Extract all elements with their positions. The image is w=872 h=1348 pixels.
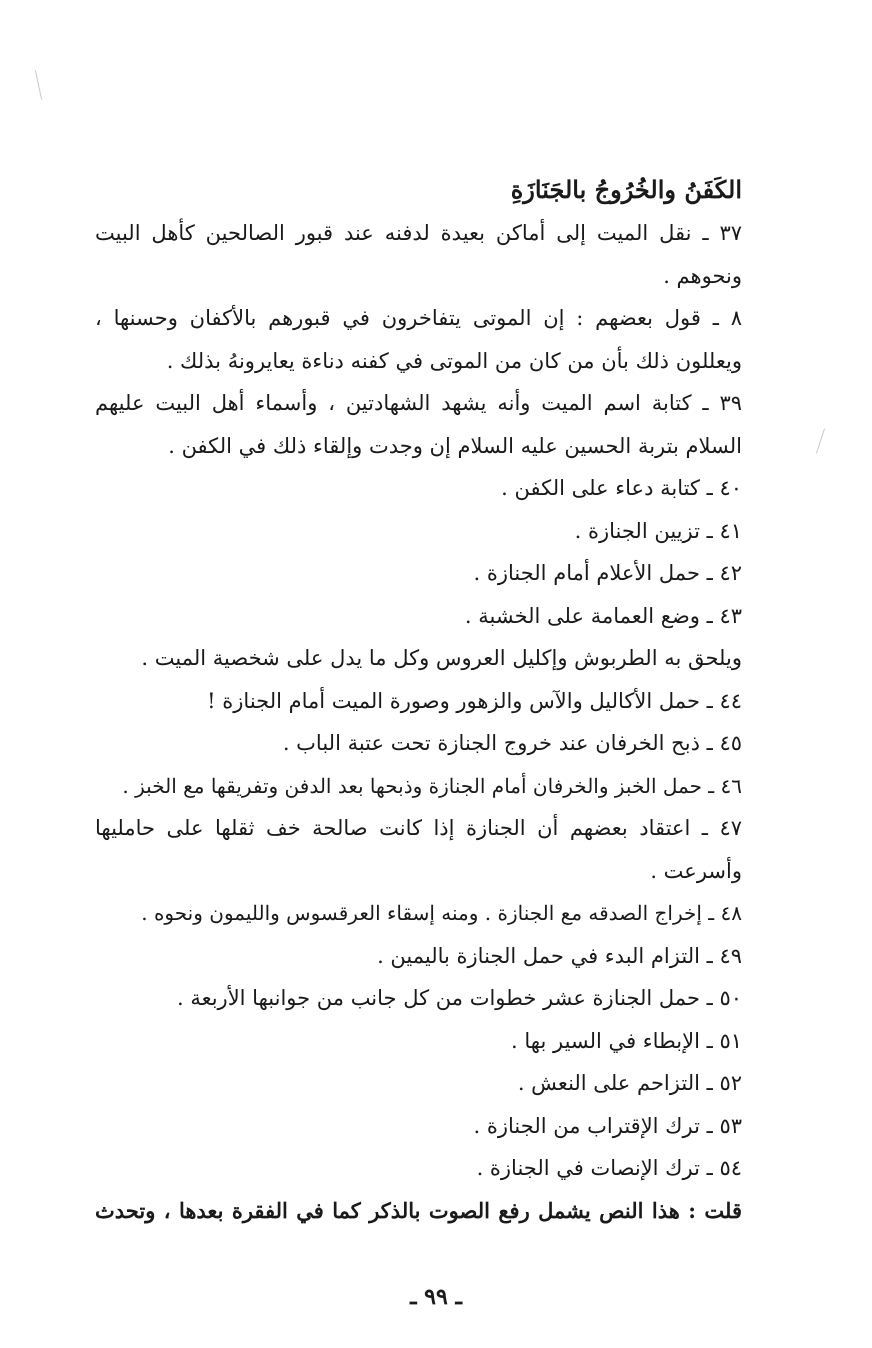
text-line: ٥١ ـ الإبطاء في السير بها . [511, 1028, 742, 1053]
text-line: ٤٠ ـ كتابة دعاء على الكفن . [501, 476, 742, 500]
text-line: ٤١ ـ تزيين الجنازة . [574, 518, 742, 543]
text-line: ٨ ـ قول بعضهم : إن الموتى يتفاخرون في قبورهم بالأكفان وحسنها ، [95, 306, 742, 330]
page-number: ـ ٩٩ ـ [410, 1284, 462, 1310]
text-line: قلت : هذا النص يشمل رفع الصوت بالذكر كما في الفقرة بعدها ، وتحدث [95, 1197, 742, 1223]
text-line: ٥٠ ـ حمل الجنازة عشر خطوات من كل جانب من جوانبها الأربعة . [176, 986, 742, 1010]
text-line: ٥٣ ـ ترك الإقتراب من الجنازة . [473, 1113, 742, 1138]
text-line: ٤٢ ـ حمل الأعلام أمام الجنازة . [473, 561, 742, 585]
text-column [95, 170, 742, 1232]
text-line: السلام بتربة الحسين عليه السلام إن وجدت وإلقاء ذلك في الكفن . [168, 433, 742, 458]
text-line: ونحوهم . [663, 263, 742, 288]
text-line: ٤٥ ـ ذبح الخرفان عند خروج الجنازة تحت عتبة الباب . [282, 731, 742, 755]
text-line: ٤٩ ـ التزام البدء في حمل الجنازة باليمين . [377, 943, 742, 968]
text-line: ٣٩ ـ كتابة اسم الميت وأنه يشهد الشهادتين ، وأسماء أهل البيت عليهم [95, 391, 742, 415]
text-line: ٥٢ ـ التزاحم على النعش . [517, 1071, 742, 1095]
text-line: ٥٤ ـ ترك الإنصات في الجنازة . [476, 1156, 742, 1180]
text-line: ٤٧ ـ اعتقاد بعضهم أن الجنازة إذا كانت صالحة خف ثقلها على حامليها [95, 816, 742, 840]
scan-edge-mark [816, 428, 825, 453]
text-line: ويعللون ذلك بأن من كان من الموتى في كفنه دناءة يعايرونهُ بذلك . [166, 348, 742, 373]
text-line: ٤٤ ـ حمل الأكاليل والآس والزهور وصورة الميت أمام الجنازة ! [207, 688, 742, 713]
text-line: ٤٦ ـ حمل الخبز والخرفان أمام الجنازة وذبحها بعد الدفن وتفريقها مع الخبز . [122, 773, 742, 798]
text-line: ٤٨ ـ إخراج الصدقه مع الجنازة . ومنه إسقاء العرقسوس والليمون ونحوه . [141, 901, 742, 925]
text-line: ٤٣ ـ وضع العمامة على الخشبة . [464, 603, 742, 628]
text-line: ٣٧ ـ نقل الميت إلى أماكن بعيدة لدفنه عند قبور الصالحين كأهل البيت [95, 221, 742, 245]
text-line: ويلحق به الطربوش وإكليل العروس وكل ما يدل على شخصية الميت . [141, 646, 742, 670]
text-line: وأسرعت . [650, 858, 742, 883]
section-heading: الكَفَنُ والخُرُوجُ بالجَنَازَةِ [510, 175, 742, 204]
scan-edge-mark [35, 70, 42, 100]
